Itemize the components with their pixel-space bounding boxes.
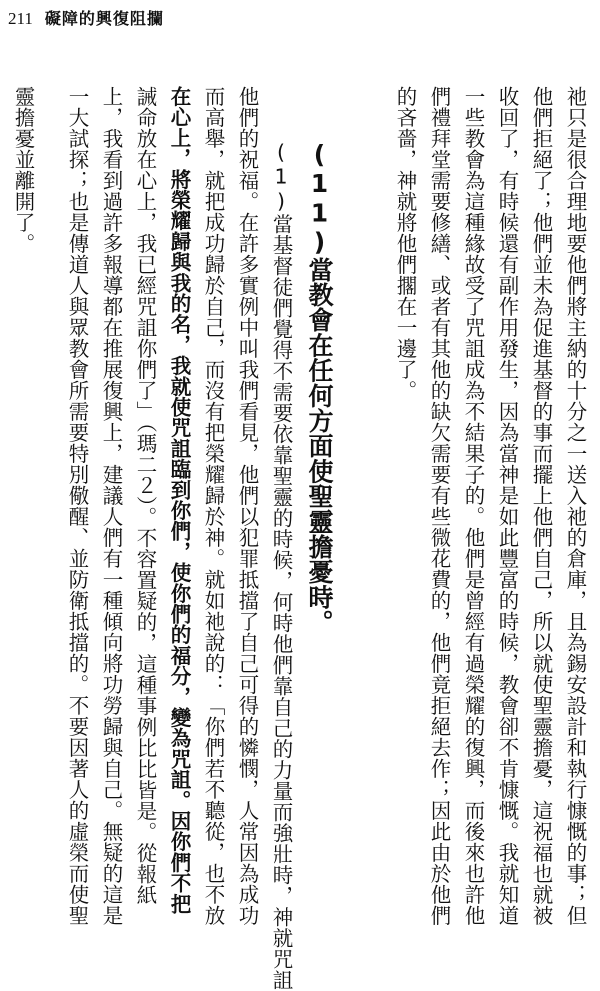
page-number: 211 [8,9,33,28]
text-column: 上，我看到過許多報導都在推展復興上，建議人們有一種傾向將功勞歸與自己。無疑的這是 [99,86,123,926]
text-column: 靈擔憂並離開了。 [11,86,35,254]
text-column: 一大試探；也是傳道人與眾教會所需要特別儆醒、並防衛抵擋的。不要因著人的虛榮而使聖 [65,86,89,926]
running-title: 礙障的興復阻攔 [44,9,164,28]
text-column: 他們的祝福。在許多實例中叫我們看見，他們以犯罪抵擋了自己可得的憐憫，人常因為成功 [235,86,259,926]
text-column: 而高舉，就把成功歸於自己，而沒有把榮耀歸於神。就如祂說的：「你們若不聽從，也不放 [201,86,225,926]
text-column: 他們拒絕了；他們並未為促進基督的事而擺上他們自己，所以就使聖靈擔憂，這祝福也就被 [529,86,553,926]
scripture-quote-column: 在心上，將榮耀歸與我的名，我就使咒詛臨到你們，使你們的福分，變為咒詛。因你們不把 [167,86,191,914]
text-column: 誡命放在心上，我已經咒詛你們了」（瑪二２）。不容置疑的，這種事例比比皆是。從報紙 [133,86,157,906]
text-column: (1)當基督徒們覺得不需要依靠聖靈的時候，何時他們靠自己的力量而強壯時，神就咒詛 [269,140,293,991]
text-column: 一些教會為這種緣故受了咒詛成為不結果子的。他們是曾經有過榮耀的復興，而後來也許他 [461,86,485,926]
text-column: 們禮拜堂需要修繕、或者有其他的缺欠需要有些微花費的，他們竟拒絕去作；因此由於他們 [427,86,451,926]
text-column: 收回了，有時候還有副作用發生，因為當神是如此豐富的時候，教會卻不肯慷慨。我就知道 [495,86,519,926]
section-heading: (11)當教會在任何方面使聖靈擔憂時。 [305,140,334,635]
page-header [8,6,164,34]
text-column: 的吝嗇，神就將他們擱在一邊了。 [393,86,417,401]
text-column: 祂只是很合理地要他們將主納的十分之一送入祂的倉庫，且為錫安設計和執行慷慨的事；但 [563,86,587,926]
